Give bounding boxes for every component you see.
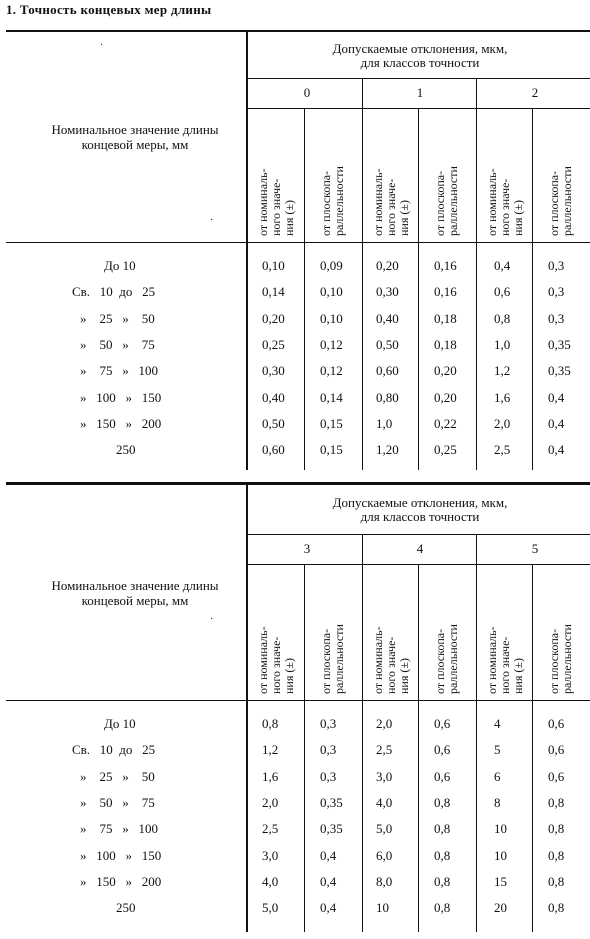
tolerance-table-1: Допускаемые отклонения, мкм, для классов точности 0 1 2 Номинальное значение длины концевой меры, мм · · от номиналь- ного значе- ния (±) от плоскопа- раллельности от номиналь- ного значе- ния (±) от плоскопа- раллельности от номиналь- ного значе- ния (±) от плоскопа- раллельности До 10 Св. 10 до 25 » 25 » 50 » 50 » 75 » 75 » 100 » 100 » 150 » 150 » 200 250 0,10 0,09 0,20 0,16 0,4 0,3 0,14 0,10 0,30 0,16 0,6 0,3 0,20 0,10 0,40 0,18 0,8 0,3 0,25 0,12 0,50 0,18 1,0 0,35 0,30 0,12 0,60 0,20 1,2 0,35 0,40 0,14 0,80 0,20 1,6 0,4 0,50 0,15 1,0 0,22 2,0 0,4 0,60 0,15 1,20 0,25 2,5 0,4 (0, 30, 590, 470)
table-cell: 2,0 (494, 415, 511, 431)
row-label: » 75 » 100 (80, 821, 158, 837)
table-cell: 1,2 (262, 742, 279, 758)
table-cell: 0,8 (262, 716, 279, 731)
table-cell: 0,16 (434, 258, 457, 273)
table-cell: 1,2 (494, 363, 511, 379)
table-cell: 0,8 (434, 821, 451, 837)
subheader-nominal: от номиналь- ного значе- ния (±) (371, 626, 411, 694)
table-cell: 2,5 (262, 821, 279, 837)
table-cell: 2,5 (494, 442, 511, 458)
table-cell: 0,10 (320, 310, 343, 326)
table-cell: 3,0 (376, 768, 393, 784)
table-cell: 1,20 (376, 442, 399, 458)
table-cell: 0,6 (548, 768, 565, 784)
tolerance-header-line1: Допускаемые отклонения, мкм, (332, 495, 508, 510)
table-cell: 0,20 (262, 310, 285, 326)
table-cell: 4 (494, 716, 501, 731)
table-cell: 8,0 (376, 873, 393, 889)
class-0-label: 0 (303, 85, 311, 100)
table-cell: 0,15 (320, 415, 343, 431)
table-cell: 0,4 (320, 900, 337, 916)
table-cell: 5,0 (376, 821, 393, 837)
table-cell: 0,4 (320, 873, 337, 889)
row-label: » 75 » 100 (80, 363, 158, 379)
table-cell: 0,30 (262, 363, 285, 379)
subheader-nominal: от номиналь- ного значе- ния (±) (256, 168, 296, 236)
table-cell: 0,35 (320, 821, 343, 837)
table-cell: 0,6 (548, 716, 565, 731)
tolerance-header-line1: Допускаемые отклонения, мкм, (332, 41, 508, 56)
row-label: » 100 » 150 (80, 847, 162, 863)
subheader-nominal: от номиналь- ного значе- ния (±) (256, 626, 296, 694)
table-cell: 0,6 (434, 716, 451, 731)
table-cell: 2,0 (262, 794, 279, 810)
subheader-flatness: от плоскопа- раллельности (547, 166, 574, 236)
table-cell: 0,8 (548, 873, 565, 889)
table-cell: 6 (494, 768, 501, 784)
table-cell: 4,0 (262, 873, 279, 889)
table-cell: 1,6 (494, 389, 511, 405)
table-cell: 0,8 (548, 900, 565, 916)
table-cell: 0,25 (434, 442, 457, 458)
table-cell: 0,4 (548, 389, 565, 405)
table-cell: 0,8 (434, 873, 451, 889)
table-cell: 0,18 (434, 336, 457, 352)
table-cell: 1,6 (262, 768, 279, 784)
table-cell: 0,6 (494, 284, 511, 300)
row-label: 250 (116, 900, 136, 916)
table-cell: 0,8 (434, 794, 451, 810)
table-cell: 5 (494, 742, 501, 758)
row-label: » 25 » 50 (80, 768, 155, 784)
table-cell: 0,12 (320, 336, 343, 352)
row-label: » 100 » 150 (80, 389, 162, 405)
row-label: До 10 (104, 258, 136, 273)
table-cell: 0,3 (548, 310, 565, 326)
table-cell: 0,20 (434, 389, 457, 405)
table-cell: 0,6 (548, 742, 565, 758)
nominal-header: Номинальное значение длины концевой меры, мм (51, 122, 219, 152)
table-cell: 0,35 (320, 794, 343, 810)
class-2-label: 2 (531, 85, 539, 100)
table-cell: 0,80 (376, 389, 399, 405)
table-cell: 0,50 (376, 336, 399, 352)
subheader-nominal: от номиналь- ного значе- ния (±) (371, 168, 411, 236)
table-cell: 0,8 (548, 847, 565, 863)
table-cell: 6,0 (376, 847, 393, 863)
table-cell: 0,6 (434, 768, 451, 784)
class-5-label: 5 (531, 541, 539, 556)
table-cell: 0,60 (262, 442, 285, 458)
table-cell: 0,09 (320, 258, 343, 273)
subheader-nominal: от номиналь- ного значе- ния (±) (485, 626, 525, 694)
table-cell: 0,3 (320, 768, 337, 784)
table-cell: 0,8 (548, 794, 565, 810)
table-cell: 5,0 (262, 900, 279, 916)
table-cell: 0,3 (548, 258, 565, 273)
row-label: » 25 » 50 (80, 310, 155, 326)
table-cell: 0,6 (434, 742, 451, 758)
table-cell: 0,16 (434, 284, 457, 300)
table-cell: 0,50 (262, 415, 285, 431)
table-cell: 15 (494, 873, 507, 889)
subheader-nominal: от номиналь- ного значе- ния (±) (485, 168, 525, 236)
table-cell: 0,30 (376, 284, 399, 300)
table-cell: 0,20 (434, 363, 457, 379)
table-cell: 0,18 (434, 310, 457, 326)
table-cell: 0,8 (434, 900, 451, 916)
row-label: » 50 » 75 (80, 794, 155, 810)
subheader-flatness: от плоскопа- раллельности (433, 166, 460, 236)
row-label: » 150 » 200 (80, 873, 162, 889)
table-cell: 0,12 (320, 363, 343, 379)
table-cell: 0,25 (262, 336, 285, 352)
table-cell: 0,60 (376, 363, 399, 379)
class-4-label: 4 (416, 541, 424, 556)
tolerance-table-2: Допускаемые отклонения, мкм, для классов точности 3 4 5 Номинальное значение длины концевой меры, мм · от номиналь- ного значе- ния (±) от плоскопа- раллельности от номиналь- ного значе- ния (±) от плоскопа- раллельности от номиналь- ного значе- ния (±) от плоскопа- раллельности До 10 Св. 10 до 25 » 25 » 50 » 50 » 75 » 75 » 100 » 100 » 150 » 150 » 200 250 0,8 0,3 2,0 0,6 4 0,6 1,2 0,3 2,5 0,6 5 0,6 1,6 0,3 3,0 0,6 6 0,6 2,0 0,35 4,0 0,8 8 0,8 2,5 0,35 5,0 0,8 10 0,8 3,0 0,4 6,0 0,8 10 0,8 4,0 0,4 8,0 0,8 15 0,8 5,0 0,4 10 0,8 20 0,8 (0, 482, 590, 932)
table-cell: 0,4 (548, 415, 565, 431)
subheader-flatness: от плоскопа- раллельности (433, 624, 460, 694)
table-cell: 0,4 (494, 258, 511, 273)
table-cell: 0,15 (320, 442, 343, 458)
table-cell: 0,8 (494, 310, 511, 326)
table-cell: 0,8 (434, 847, 451, 863)
table-cell: 0,3 (320, 742, 337, 758)
table-cell: 0,20 (376, 258, 399, 273)
table-cell: 0,40 (376, 310, 399, 326)
table-cell: 10 (494, 847, 507, 863)
table-cell: 0,3 (548, 284, 565, 300)
row-label: Св. 10 до 25 (72, 284, 156, 300)
table-cell: 0,8 (548, 821, 565, 837)
table-cell: 0,35 (548, 363, 571, 379)
table-cell: 8 (494, 794, 501, 810)
class-1-label: 1 (416, 85, 424, 100)
tolerance-header (250, 496, 590, 524)
subheader-flatness: от плоскопа- раллельности (319, 624, 346, 694)
table-cell: 0,10 (320, 284, 343, 300)
row-label: Св. 10 до 25 (72, 742, 156, 758)
table-cell: 0,22 (434, 415, 457, 431)
table-cell: 2,5 (376, 742, 393, 758)
tolerance-header (250, 42, 590, 70)
table-cell: 20 (494, 900, 507, 916)
row-label: 250 (116, 442, 136, 458)
class-3-label: 3 (303, 541, 311, 556)
table-cell: 10 (494, 821, 507, 837)
table-cell: 0,14 (262, 284, 285, 300)
row-label: » 150 » 200 (80, 415, 162, 431)
nominal-header: Номинальное значение длины концевой меры, мм (51, 578, 219, 608)
table-cell: 0,10 (262, 258, 285, 273)
tolerance-header-line2: для классов точности (360, 55, 480, 70)
table-cell: 0,40 (262, 389, 285, 405)
table-cell: 10 (376, 900, 389, 916)
subheader-flatness: от плоскопа- раллельности (319, 166, 346, 236)
tolerance-header-line2: для классов точности (360, 509, 480, 524)
table-cell: 1,0 (376, 415, 393, 431)
table-cell: 1,0 (494, 336, 511, 352)
row-label: » 50 » 75 (80, 336, 155, 352)
table-cell: 2,0 (376, 716, 393, 731)
row-label: До 10 (104, 716, 136, 731)
table-cell: 0,14 (320, 389, 343, 405)
page-title: 1. Точность концевых мер длины (6, 2, 212, 17)
subheader-flatness: от плоскопа- раллельности (547, 624, 574, 694)
table-cell: 3,0 (262, 847, 279, 863)
table-cell: 0,4 (548, 442, 565, 458)
table-cell: 0,35 (548, 336, 571, 352)
table-cell: 0,4 (320, 847, 337, 863)
table-cell: 0,3 (320, 716, 337, 731)
table-cell: 4,0 (376, 794, 393, 810)
